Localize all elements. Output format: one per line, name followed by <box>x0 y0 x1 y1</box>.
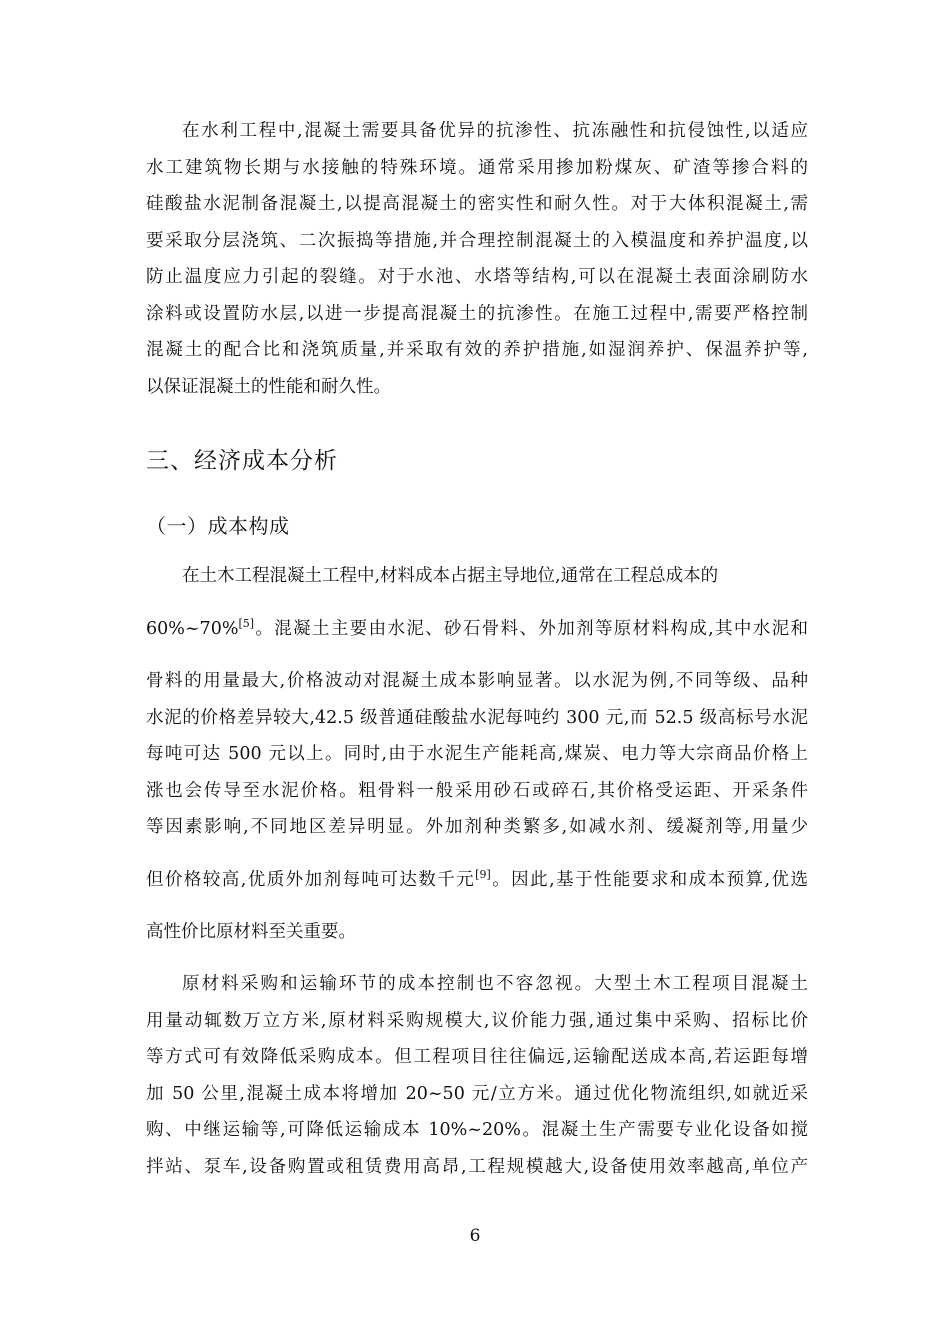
text-line: 以保证混凝土的性能和耐久性。 <box>146 376 391 397</box>
text-segment: 但价格较高,优质外加剂每吨可达数千元 <box>146 869 476 890</box>
paragraph-hydraulic-concrete <box>146 113 808 405</box>
text-line: 购、中继运输等,可降低运输成本 10%~20%。混凝土生产需要专业化设备如搅 <box>146 1120 808 1140</box>
text-line: 涨也会传导至水泥价格。粗骨料一般采用砂石或碎石,其价格受运距、开采条件 <box>146 780 808 801</box>
paragraph-cost-composition <box>146 558 808 951</box>
text-segment: 60%~70% <box>146 618 239 639</box>
text-line: 要采取分层浇筑、二次振捣等措施,并合理控制混凝土的入模温度和养护温度,以 <box>146 230 808 251</box>
citation-ref: [5] <box>238 616 255 630</box>
text-line: 等因素影响,不同地区差异明显。外加剂种类繁多,如减水剂、缓凝剂等,用量少 <box>146 817 808 837</box>
text-line: 高性价比原材料至关重要。 <box>146 922 356 942</box>
text-line: 防止温度应力引起的裂缝。对于水池、水塔等结构,可以在混凝土表面涂刷防水 <box>146 267 808 287</box>
text-segment: 。因此,基于性能要求和成本预算,优选 <box>490 869 808 890</box>
text-line: 涂料或设置防水层,以进一步提高混凝土的抗渗性。在施工过程中,需要严格控制 <box>146 303 808 324</box>
text-line: 骨料的用量最大,价格波动对混凝土成本影响显著。以水泥为例,不同等级、品种 <box>146 671 808 691</box>
text-line: 拌站、泵车,设备购置或租赁费用高昂,工程规模越大,设备使用效率越高,单位产 <box>146 1156 808 1177</box>
text-line: 用量动辄数万立方米,原材料采购规模大,议价能力强,通过集中采购、招标比价 <box>146 1010 808 1031</box>
page-number: 6 <box>469 1226 481 1246</box>
text-line-with-citation <box>146 611 808 648</box>
text-line: 水工建筑物长期与水接触的特殊环境。通常采用掺加粉煤灰、矿渣等掺合料的 <box>146 157 808 178</box>
text-line: 每吨可达 500 元以上。同时,由于水泥生产能耗高,煤炭、电力等大宗商品价格上 <box>146 744 808 764</box>
text-line: 在水利工程中,混凝土需要具备优异的抗渗性、抗冻融性和抗侵蚀性,以适应 <box>182 121 808 141</box>
text-line: 硅酸盐水泥制备混凝土,以提高混凝土的密实性和耐久性。对于大体积混凝土,需 <box>146 194 808 214</box>
paragraph-procurement-transport <box>146 966 808 1185</box>
text-line: 等方式可有效降低采购成本。但工程项目往往偏远,运输配送成本高,若运距每增 <box>146 1047 808 1067</box>
text-segment: 。混凝土主要由水泥、砂石骨料、外加剂等原材料构成,其中水泥和 <box>254 618 808 639</box>
text-line: 在土木工程混凝土工程中,材料成本占据主导地位,通常在工程总成本的 <box>182 566 719 586</box>
text-line: 加 50 公里,混凝土成本将增加 20~50 元/立方米。通过优化物流组织,如就近采 <box>146 1083 808 1104</box>
citation-ref: [9] <box>475 867 491 881</box>
subsection-heading: （一）成本构成 <box>146 514 290 538</box>
text-line-with-citation <box>146 862 808 899</box>
text-line: 原材料采购和运输环节的成本控制也不容忽视。大型土木工程项目混凝土 <box>182 974 808 994</box>
text-line: 混凝土的配合比和浇筑质量,并采取有效的养护措施,如湿润养护、保温养护等, <box>146 340 808 360</box>
section-heading: 三、经济成本分析 <box>146 448 338 474</box>
text-line: 水泥的价格差异较大,42.5 级普通硅酸盐水泥每吨约 300 元,而 52.5 级高标号水泥 <box>146 707 808 728</box>
